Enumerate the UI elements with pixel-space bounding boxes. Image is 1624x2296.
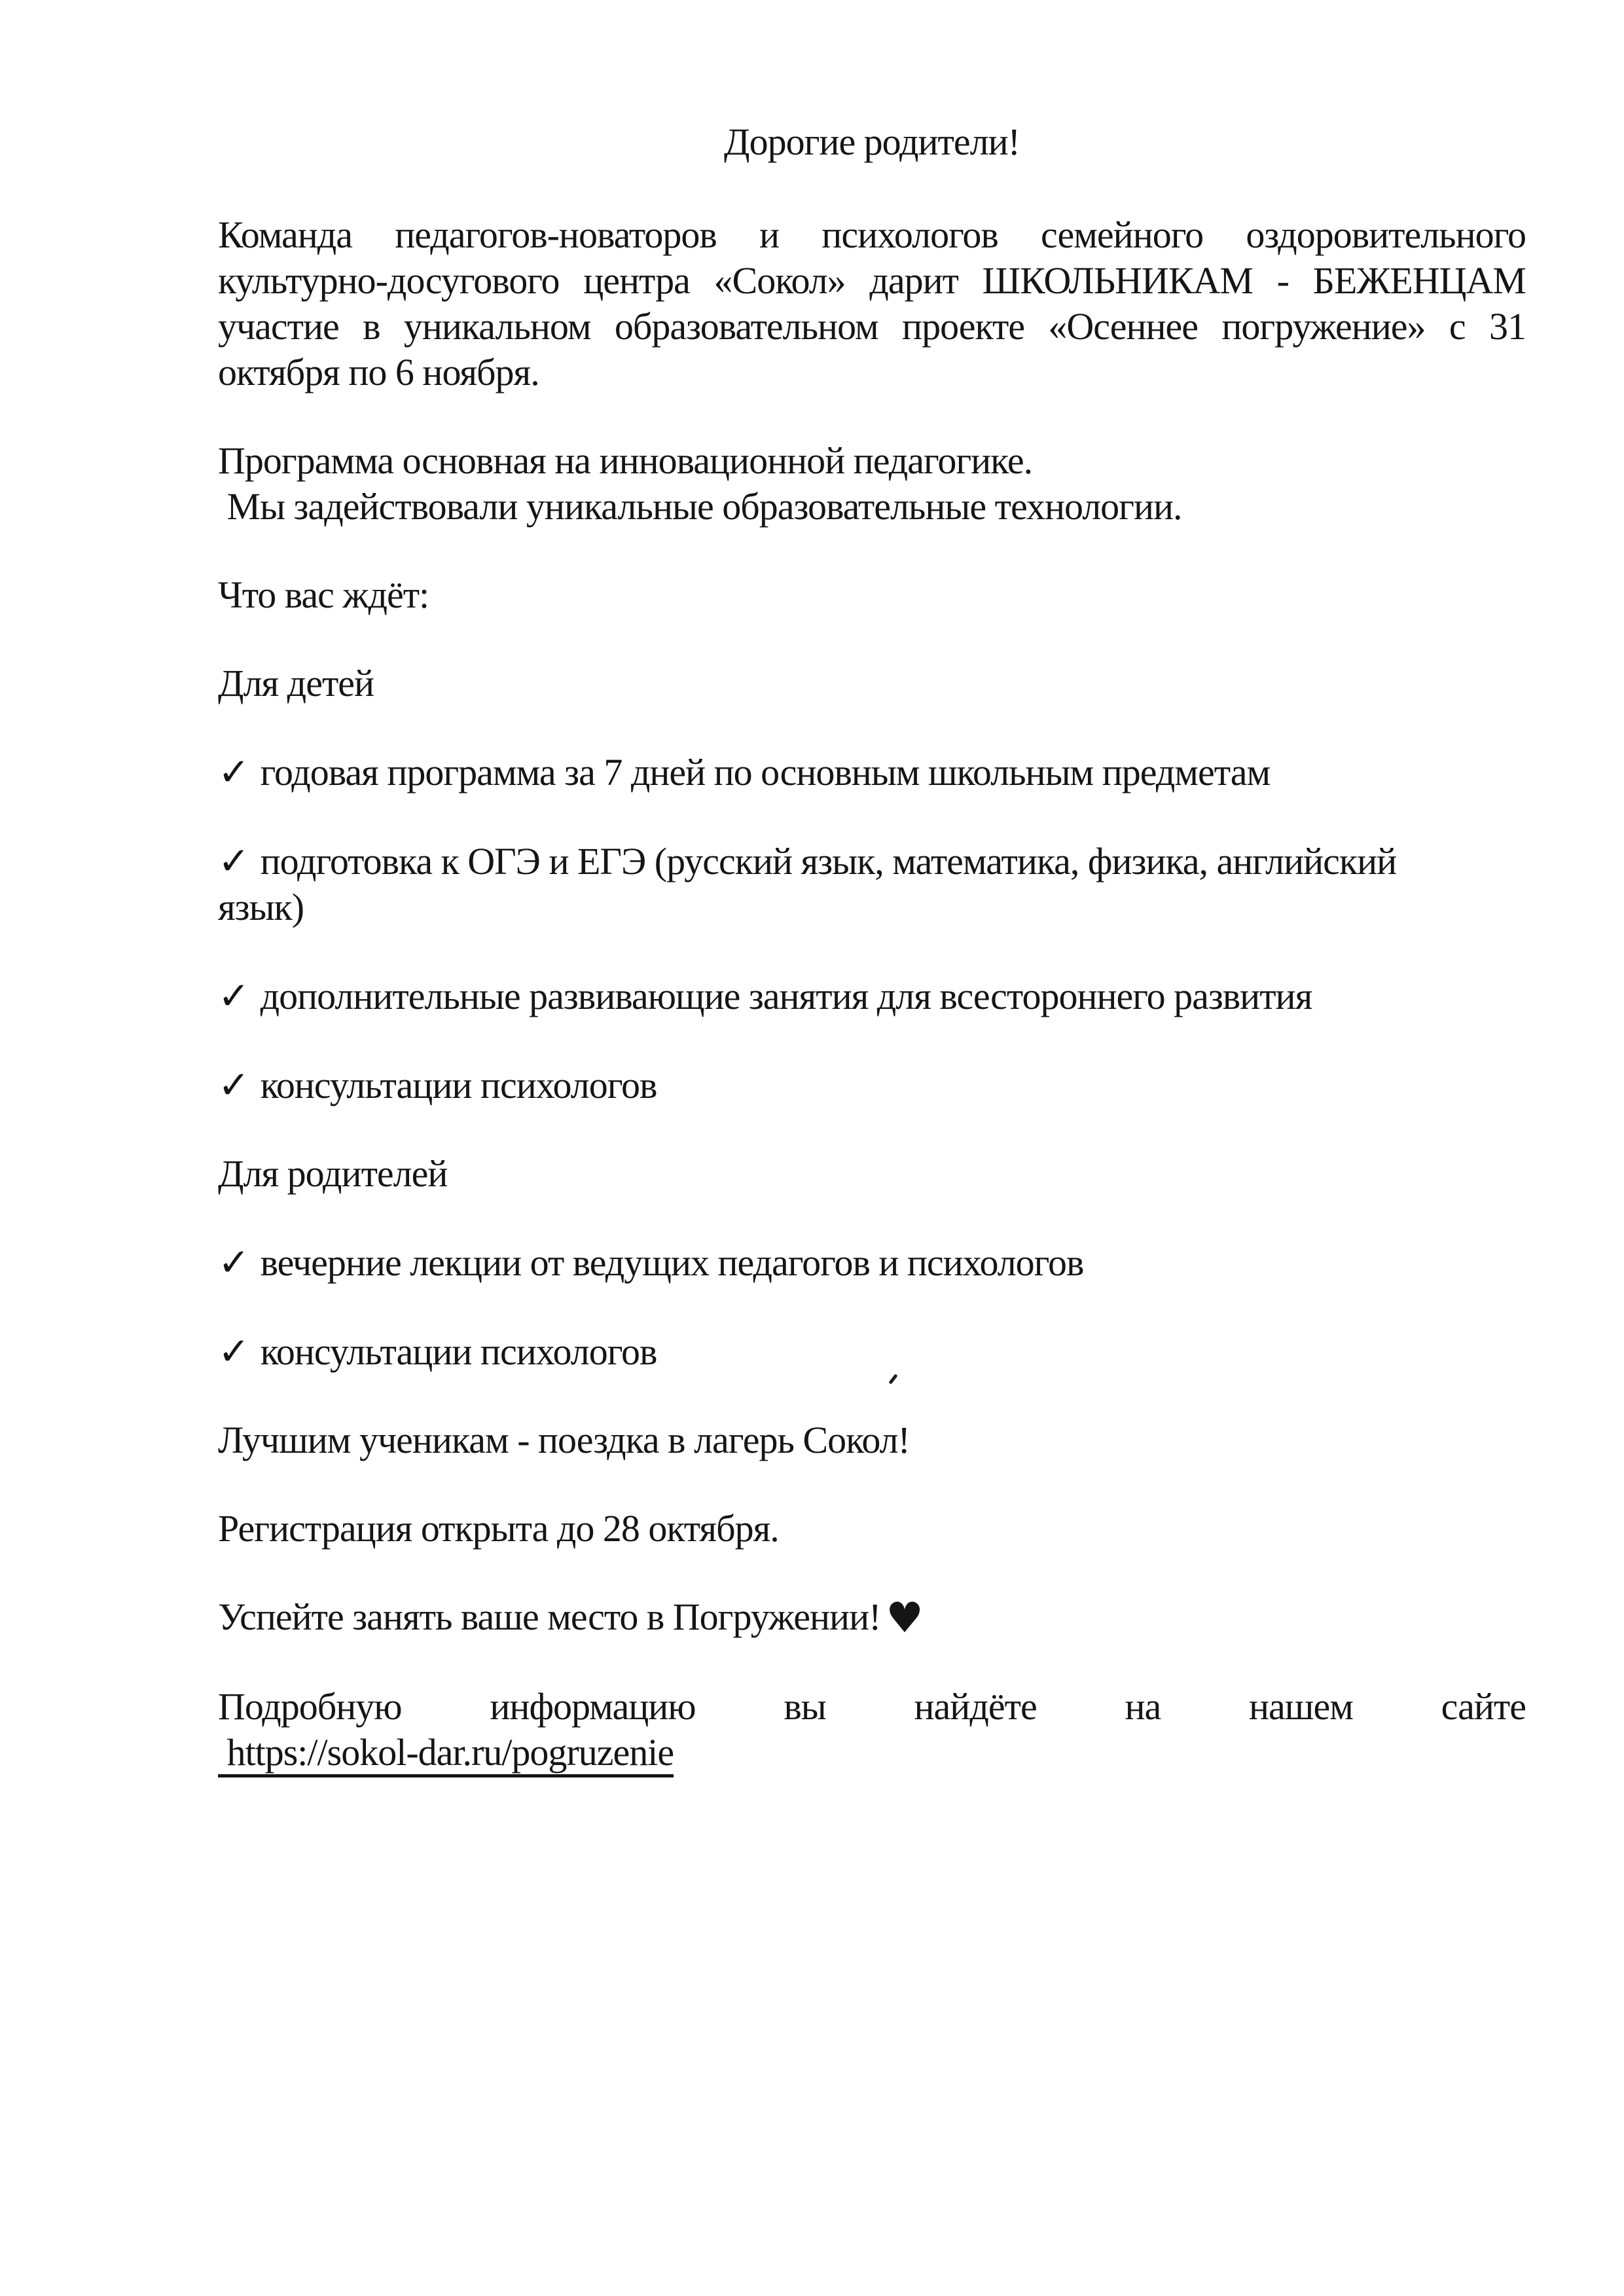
check-icon: ✓ (218, 839, 250, 883)
check-icon: ✓ (218, 1240, 250, 1285)
check-icon: ✓ (218, 1329, 250, 1374)
intro-line: культурно-досугового центра «Сокол» дарит ШКОЛЬНИКАМ - БЕЖЕНЦАМ (218, 259, 1526, 302)
intro-line: участие в уникальном образовательном проекте «Осеннее погружение» с 31 (218, 305, 1526, 348)
checklist-item-text: вечерние лекции от ведущих педагогов и психологов (260, 1241, 1084, 1284)
checklist-item-text: подготовка к ОГЭ и ЕГЭ (русский язык, математика, физика, английский (260, 840, 1397, 883)
checklist-item (218, 1239, 1526, 1286)
children-heading: Для детей (218, 662, 374, 704)
checklist-item-text: консультации психологов (260, 1064, 657, 1106)
intro-line: октября по 6 ноября. (218, 351, 539, 393)
check-icon: ✓ (218, 1063, 250, 1107)
website-link[interactable]: https://sokol-dar.ru/pogruzenie (218, 1731, 674, 1774)
heart-icon: ♥ (886, 1594, 923, 1643)
check-icon: ✓ (218, 750, 250, 794)
program-line: Мы задействовали уникальные образовательные технологии. (218, 485, 1182, 528)
checklist-item (218, 1328, 1526, 1375)
cta-line (218, 1594, 1526, 1641)
cta-text: Успейте занять ваше место в Погружении! (218, 1595, 881, 1638)
parents-checklist (218, 1239, 1526, 1375)
checklist-item (218, 838, 1526, 930)
intro-line: Команда педагогов-новаторов и психологов семейного оздоровительного (218, 213, 1526, 256)
checklist-item-text: дополнительные развивающие занятия для всестороннего развития (260, 975, 1312, 1017)
checklist-item-text: годовая программа за 7 дней по основным школьным предметам (260, 751, 1271, 793)
checklist-item (218, 749, 1526, 795)
footer-paragraph (218, 1684, 1526, 1776)
checklist-item-text: консультации психологов (260, 1330, 657, 1373)
checklist-item (218, 1062, 1526, 1108)
what-awaits-heading: Что вас ждёт: (218, 574, 429, 616)
parents-heading: Для родителей (218, 1152, 448, 1195)
best-students-line: Лучшим ученикам - поездка в лагерь Сокол! (218, 1419, 910, 1461)
footer-text: Подробную информацию вы найдёте на нашем сайте (218, 1685, 1526, 1728)
scan-artifact (888, 1374, 897, 1384)
intro-paragraph (218, 212, 1526, 395)
checklist-item (218, 973, 1526, 1019)
page-title: Дорогие родители! (724, 120, 1020, 163)
registration-line: Регистрация открыта до 28 октября. (218, 1507, 779, 1550)
program-paragraph (218, 438, 1526, 530)
check-icon: ✓ (218, 974, 250, 1018)
checklist-item-text: язык) (218, 886, 304, 928)
program-line: Программа основная на инновационной педагогике. (218, 439, 1033, 482)
children-checklist (218, 749, 1526, 1108)
